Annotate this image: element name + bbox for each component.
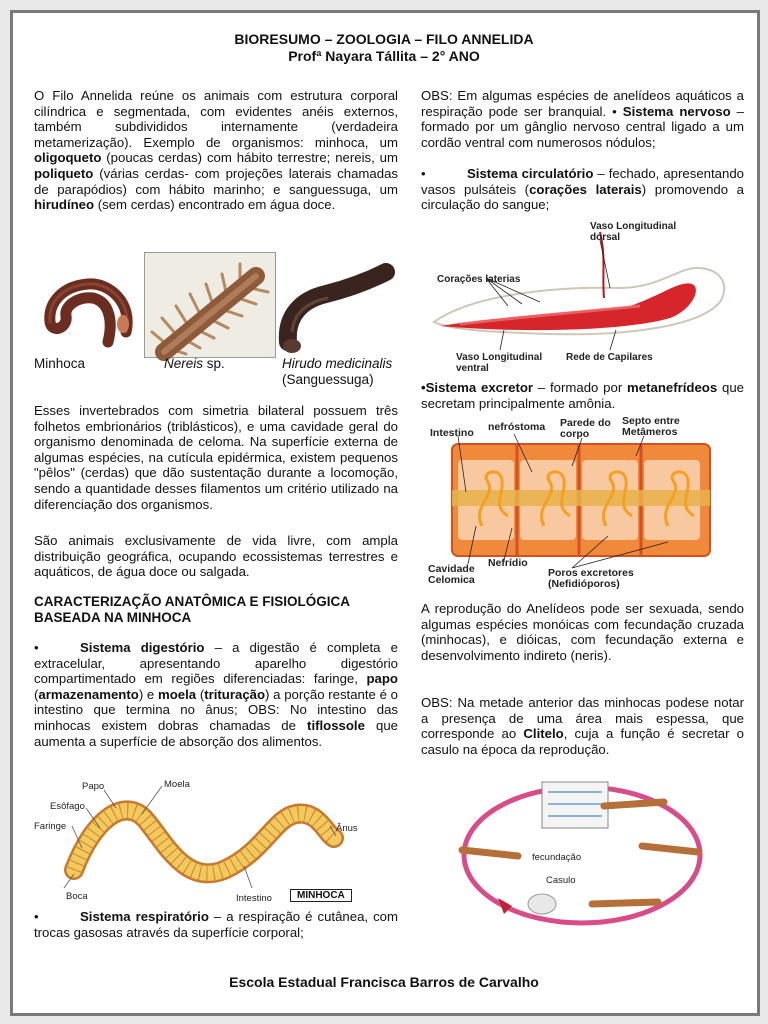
paragraph-respiratorio: • Sistema respiratório – a respiração é cutânea, com trocas gasosas através da superfície corporal;: [34, 909, 398, 940]
label-vaso-ventral: Vaso Longitudinal ventral: [456, 352, 543, 374]
page-title: BIORESUMO – ZOOLOGIA – FILO ANNELIDA: [234, 31, 534, 47]
label-fecundacao: fecundação: [532, 852, 582, 863]
label-septo: Septo entre Metâmeros: [622, 415, 680, 438]
paragraph-excretor: •Sistema excretor – formado por metanefrídeos que secretam principalmente amônia.: [421, 380, 745, 411]
paragraph-vida-livre: São animais exclusivamente de vida livre, com ampla distribuição geográfica, ocupando ecossistemas terrestres e aquáticos, de água doce ou salgada.: [34, 533, 398, 580]
paragraph-circulatorio: • Sistema circulatório – fechado, apresentando vasos pulsáteis (corações laterais) promovendo a circulação do sangue;: [421, 166, 745, 213]
label-papo: Papo: [82, 781, 105, 792]
caption-hirudo: Hirudo medicinalis: [282, 356, 393, 371]
section-heading-anatomia: CARACTERIZAÇÃO ANATÔMICA E FISIOLÓGICA BASEADA NA MINHOCA: [34, 594, 350, 625]
label-vaso-dorsal: Vaso Longitudinal dorsal: [590, 221, 677, 243]
label-esofago: Esôfago: [50, 801, 85, 812]
paragraph-digestorio: • Sistema digestório – a digestão é completa e extracelular, apresentando aparelho digestório compartimentado em regiões diferenciadas: faringe, papo (armazenamento) e moela (trituração) a porção restante é o intestino que termina no ânus; OBS: No intestino das minhocas existem dobras chamadas de tiflossole que aumenta a superfície de absorção dos alimentos.: [34, 640, 399, 749]
leech-photo: [278, 262, 396, 354]
label-boca: Boca: [66, 891, 88, 902]
reproduction-cycle-diagram: [454, 780, 710, 930]
caption-nereis: Nereis sp.: [164, 356, 225, 371]
paragraph-triblasticos: Esses invertebrados com simetria bilateral possuem três folhetos embrionários (triblásticos), e uma cavidade geral do organismo denominada de celoma. Na superfície externa de algumas espécies, na cutícula epidérmica, existem pequenos "pêlos" (cerdas) que dão sustentação durante a locomoção, sendo a quantidade desses filamentos um critério utilizado na diferenciação dos organismos.: [34, 403, 398, 512]
label-intestino-excretor: Intestino: [430, 427, 474, 439]
paragraph-reproducao: A reprodução do Anelídeos pode ser sexuada, sendo algumas espécies monóicas com fecundação cruzada (minhocas), e dióicas, com fecundação externa e desenvolvimento indireto (neris).: [421, 601, 744, 663]
label-minhoca-box: MINHOCA: [290, 889, 352, 902]
label-parede-corpo: Parede do corpo: [560, 417, 611, 440]
earthworm-photo: [38, 262, 138, 357]
footer-school: Escola Estadual Francisca Barros de Carvalho: [229, 974, 539, 990]
label-faringe: Faringe: [34, 821, 67, 832]
digestive-diagram: [34, 778, 398, 906]
label-coracoes: Corações laterias: [437, 274, 521, 285]
excretory-diagram: [452, 436, 712, 566]
label-capilares: Rede de Capilares: [566, 352, 653, 363]
label-cavidade: Cavidade Celomica: [428, 563, 475, 586]
caption-minhoca: Minhoca: [34, 356, 86, 371]
nereis-photo: [144, 252, 274, 356]
page-subtitle: Profª Nayara Tállita – 2° ANO: [288, 48, 480, 64]
paragraph-clitelo: OBS: Na metade anterior das minhocas podese notar a presença de uma área mais espessa, que corresponde ao Clitelo, cuja a função é secretar o casulo na época da reprodução.: [421, 695, 744, 757]
label-moela: Moela: [164, 779, 190, 790]
intro-paragraph: O Filo Annelida reúne os animais com estrutura corporal cilíndrica e segmentada, com evidentes anéis externos, também subdivididos internamente (verdadeira metamerização). Exemplo de organismos: minhoca, um oligoqueto (poucas cerdas) com hábito terrestre; nereis, um poliqueto (várias cerdas- com projeções laterais chamadas de parapódios) com hábito marinho; e sanguessuga, um hirudíneo (sem cerdas) encontrado em água doce.: [34, 88, 398, 213]
paragraph-obs-nervoso: OBS: Em algumas espécies de anelídeos aquáticos a respiração pode ser branquial. • Sistema nervoso – formado por um gânglio nervoso central ligado a um cordão ventral com numerosos nódulos;: [421, 88, 745, 150]
label-anus: Ânus: [336, 823, 358, 834]
label-poros: Poros excretores (Nefidióporos): [548, 567, 634, 590]
label-casulo: Casulo: [546, 875, 576, 886]
caption-sanguessuga: (Sanguessuga): [282, 372, 374, 387]
label-nefridio: Nefrídio: [488, 557, 528, 569]
label-nefrostoma: nefróstoma: [488, 421, 546, 433]
label-intestino: Intestino: [236, 893, 272, 904]
